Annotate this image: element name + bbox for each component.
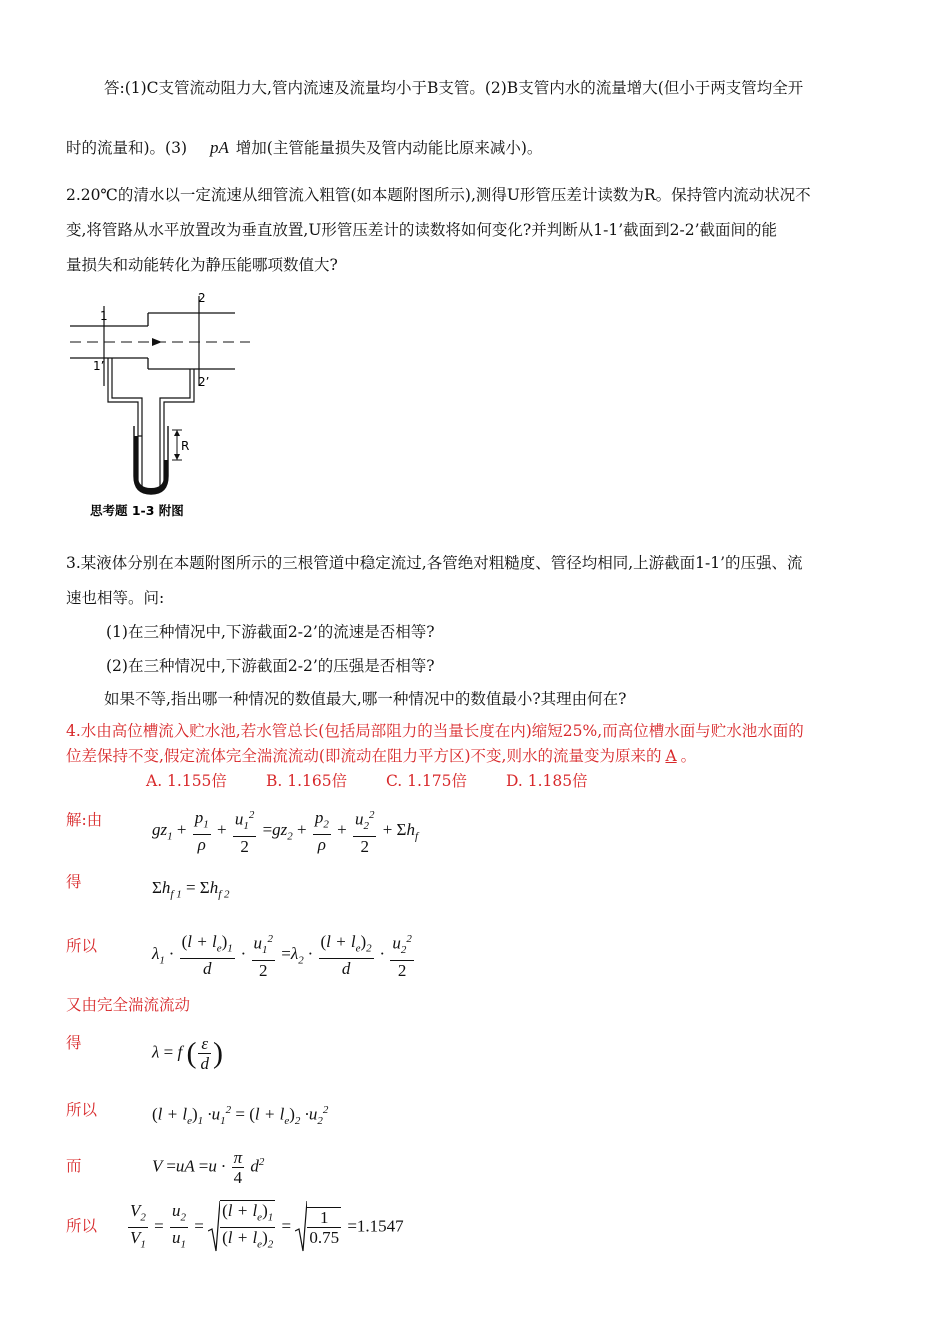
sqrt-length-ratio: $\frac{(l + l_e)_1}{(l + l_e)_2}$ [208, 1200, 277, 1255]
solution-step5-label: 得 [66, 1034, 82, 1052]
solution-step2-label: 得 [66, 873, 82, 891]
q1-answer-line1: 答:(1)C支管流动阻力大,管内流速及流量均小于B支管。(2)B支管内水的流量增大(但小于两支管均全开 [104, 79, 804, 97]
label-R: R [181, 439, 190, 453]
sqrt-sign-icon [295, 1201, 307, 1253]
q3-line2: 速也相等。问: [66, 589, 165, 607]
solution-step3-label: 所以 [66, 937, 98, 955]
ratio-equation: $\frac{V_2}{V_1}$ = $\frac{u_2}{u_1}$ = $\frac{(l + l_e)_1}{(l + l_e)_2}$ = $\frac{1}{0.75}$ =1.1547 [126, 1200, 404, 1255]
q3-sub1: (1)在三种情况中,下游截面2-2’的流速是否相等? [106, 623, 435, 641]
q4-answer: A [665, 747, 677, 765]
label-section-1-prime: 1’ [93, 359, 105, 373]
solution-step1-label: 解:由 [66, 811, 103, 829]
q1-answer-line2-start: 时的流量和)。(3) [66, 139, 188, 157]
q2-line3: 量损失和动能转化为静压能哪项数值大? [66, 256, 338, 274]
solution-step8-label: 所以 [66, 1217, 98, 1235]
sqrt-sign-icon [208, 1201, 220, 1253]
flow-rate-equation: V =uA =u · $\frac{\pi}{4}$ $d^2$ [152, 1148, 265, 1187]
label-section-2-prime: 2’ [198, 375, 210, 389]
manometer-liquid [134, 436, 168, 494]
pipe-manometer-figure [60, 286, 260, 522]
figure-caption: 思考题 1-3 附图 [90, 503, 184, 518]
length-velocity-equation: $(l + l_e)_1 \cdot u_1^2 = (l + l_e)_2 \cdot u_2^2$ [152, 1104, 329, 1128]
solution-step4-text: 又由完全湍流流动 [66, 996, 191, 1014]
q4-line2-end: 。 [680, 747, 697, 765]
q4-line2-text: 位差保持不变,假定流体完全湍流流动(即流动在阻力平方区)不变,则水的流量变为原来的 [66, 747, 662, 765]
pressure-symbol: pA [209, 138, 229, 157]
sqrt-numeric: $\frac{1}{0.75}$ [295, 1201, 343, 1253]
q1-answer-line2 [66, 138, 542, 158]
darcy-equation: $\lambda_1$ · $\frac{(l + l_e)_1}{d}$ · $\frac{u_1^2}{2}$ $=\lambda_2$ · $\frac{(l + l_e)_2}{d}$ · $\frac{u_2^2}{2}$ [152, 931, 412, 981]
q3-line5: 如果不等,指出哪一种情况的数值最大,哪一种情况中的数值最小?其理由何在? [104, 690, 627, 708]
q1-answer-line2-end: 增加(主管能量损失及管内动能比原来减小)。 [235, 139, 543, 157]
q4-option-a: A. 1.155倍 [146, 772, 227, 790]
q3-line1: 3.某液体分别在本题附图所示的三根管道中稳定流过,各管绝对粗糙度、管径均相同,上游截面1-1’的压强、流 [66, 554, 803, 572]
q4-option-d: D. 1.185倍 [506, 772, 588, 790]
label-section-1: 1 [100, 309, 108, 323]
solution-step6-label: 所以 [66, 1101, 98, 1119]
q3-sub2: (2)在三种情况中,下游截面2-2’的压强是否相等? [106, 657, 435, 675]
q2-line1: 2.20℃的清水以一定流速从细管流入粗管(如本题附图所示),测得U形管压差计读数为R。保持管内流动状况不 [66, 186, 811, 204]
friction-factor-equation: λ = f ( $\frac{\varepsilon}{d}$ ) [152, 1034, 223, 1073]
flow-arrow-icon [152, 338, 162, 346]
solution-step7-label: 而 [66, 1157, 82, 1175]
label-section-2: 2 [198, 291, 206, 305]
q4-line2 [66, 746, 696, 766]
result-value: =1.1547 [347, 1216, 404, 1236]
ratio-value: 0.75 [309, 1228, 340, 1248]
bernoulli-equation: $gz_1$ + $\frac{p_1}{\rho}$ + $\frac{u_1^2}{2}$ $=gz_2$ + $\frac{p_2}{\rho}$ + $\frac{u_2^2}{2}$ + $\Sigma h_f$ [152, 807, 419, 857]
head-loss-equality: $\Sigma h_{f 1} = \Sigma h_{f 2}$ [152, 878, 230, 901]
q4-line1: 4.水由高位槽流入贮水池,若水管总长(包括局部阻力的当量长度在内)缩短25%,而高位槽水面与贮水池水面的 [66, 722, 804, 740]
q4-option-c: C. 1.175倍 [386, 772, 468, 790]
q2-line2: 变,将管路从水平放置改为垂直放置,U形管压差计的读数将如何变化?并判断从1-1’截面到2-2’截面间的能 [66, 221, 778, 239]
q4-option-b: B. 1.165倍 [266, 772, 348, 790]
